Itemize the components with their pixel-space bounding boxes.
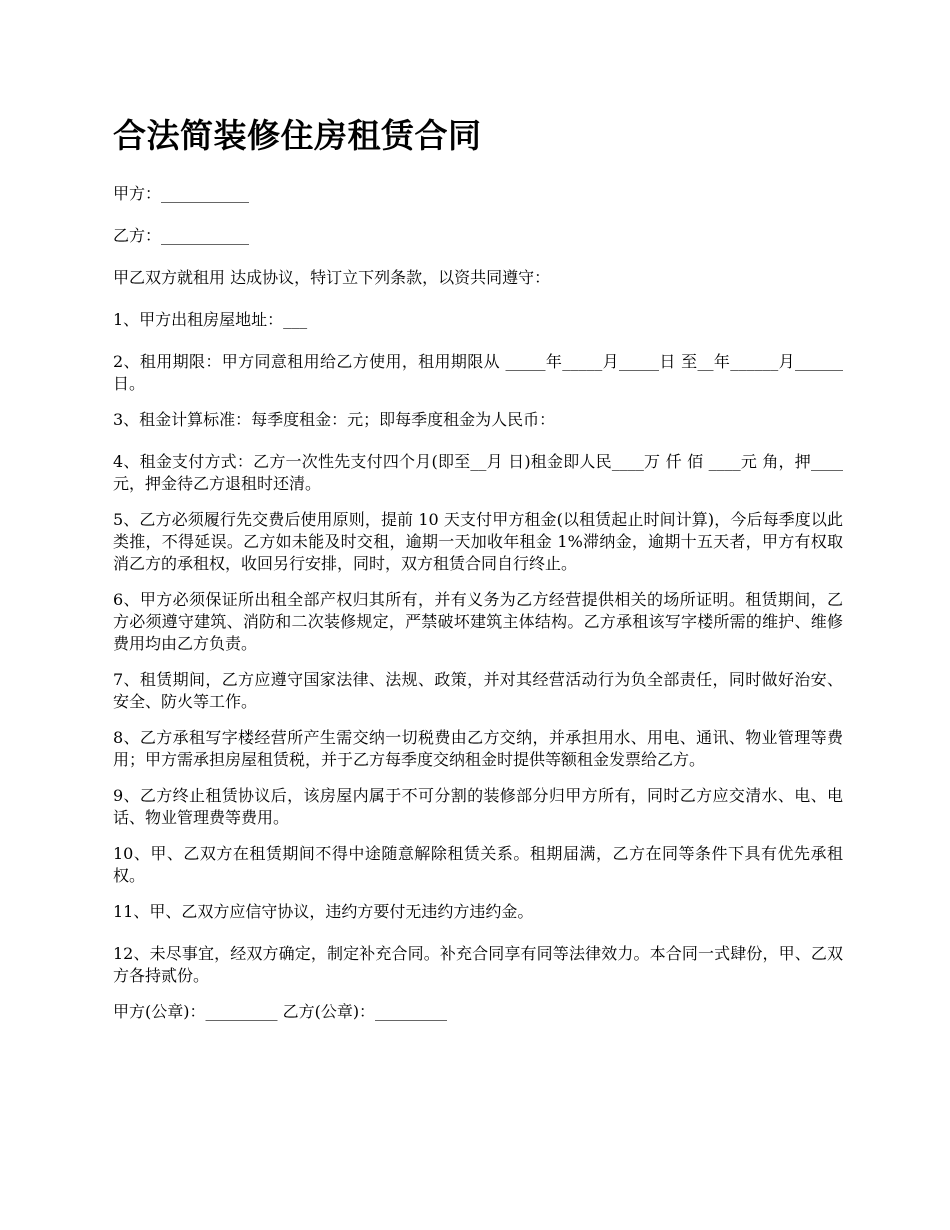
contract-page <box>113 113 843 1043</box>
clause-3: 3、租金计算标准：每季度租金：元；即每季度租金为人民币： <box>113 410 556 429</box>
clause-11: 11、甲、乙双方应信守协议，违约方要付无违约方违约金。 <box>113 902 534 921</box>
clause-7: 7、租赁期间，乙方应遵守国家法律、法规、政策，并对其经营活动行为负全部责任，同时做好治安、安全、防火等工作。 <box>113 670 843 711</box>
clause-9: 9、乙方终止租赁协议后，该房屋内属于不可分割的装修部分归甲方所有，同时乙方应交清水、电、电话、物业管理费等费用。 <box>113 786 843 827</box>
clause-6: 6、甲方必须保证所出租全部产权归其所有，并有义务为乙方经营提供相关的场所证明。租赁期间，乙方必须遵守建筑、消防和二次装修规定，严禁破坏建筑主体结构。乙方承租该写字楼所需的维护、维修费用均由乙方负责。 <box>113 590 843 653</box>
clause-8: 8、乙方承租写字楼经营所产生需交纳一切税费由乙方交纳，并承担用水、用电、通讯、物业管理等费用；甲方需承担房屋租赁税，并于乙方每季度交纳租金时提供等额租金发票给乙方。 <box>113 728 843 769</box>
clause-1: 1、甲方出租房屋地址：___ <box>113 310 308 329</box>
clause-12: 12、未尽事宜，经双方确定，制定补充合同。补充合同享有同等法律效力。本合同一式肆份，甲、乙双方各持贰份。 <box>113 944 843 985</box>
clause-2: 2、租用期限：甲方同意租用给乙方使用，租用期限从 _____年_____月_____日 至__年______月______日。 <box>113 352 843 393</box>
clause-4: 4、租金支付方式：乙方一次性先支付四个月(即至__月 日)租金即人民____万 仟 佰 ____元 角，押____元，押金待乙方退租时还清。 <box>113 452 843 493</box>
party-a-line: 甲方：___________ <box>113 184 250 203</box>
party-b-line: 乙方：___________ <box>113 226 250 245</box>
signature-line: 甲方(公章)：_________ 乙方(公章)：_________ <box>113 1002 448 1021</box>
clause-10: 10、甲、乙双方在租赁期间不得中途随意解除租赁关系。租期届满，乙方在同等条件下具有优先承租权。 <box>113 844 843 885</box>
intro-paragraph: 甲乙双方就租用 达成协议，特订立下列条款，以资共同遵守： <box>113 268 551 287</box>
document-title: 合法简装修住房租赁合同 <box>113 116 482 155</box>
clause-5: 5、乙方必须履行先交费后使用原则，提前 10 天支付甲方租金(以租赁起止时间计算)，今后每季度以此类推，不得延误。乙方如未能及时交租，逾期一天加收年租金 1%滞纳金，逾期十五天者，甲方有权取消乙方的承租权，收回另行安排，同时，双方租赁合同自行终止。 <box>113 510 843 573</box>
